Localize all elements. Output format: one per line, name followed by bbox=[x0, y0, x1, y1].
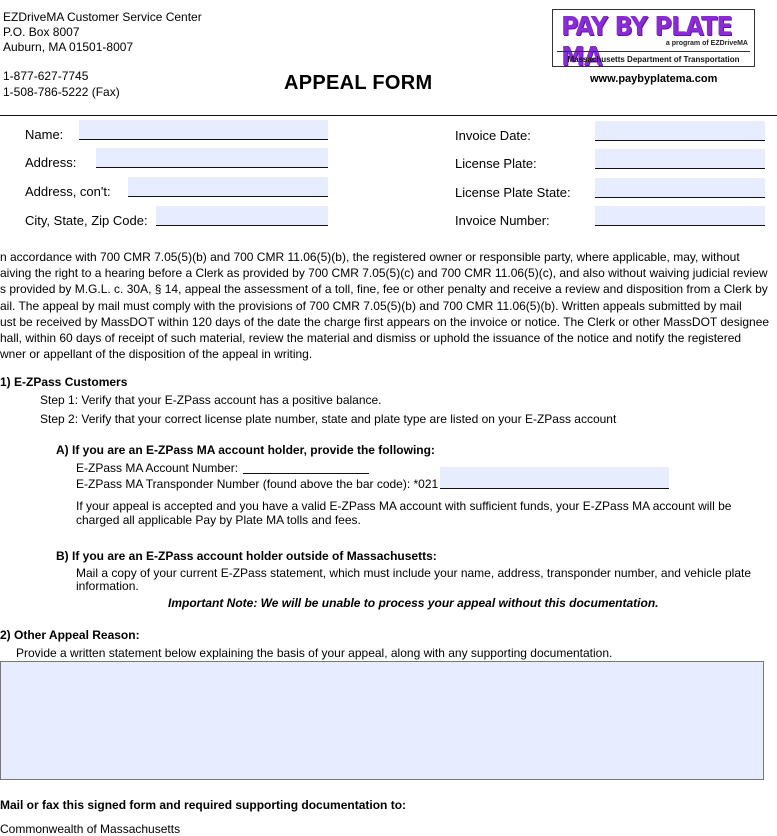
section-2-instruction: Provide a written statement below explaining the basis of your appeal, along with any supporting documentation. bbox=[16, 646, 613, 660]
section-1b-heading: B) If you are an E-ZPass account holder outside of Massachusetts: bbox=[56, 549, 437, 563]
paragraph-line: hall, within 60 days of receipt of such material, review the material and dismiss or uphold the issuance of the notice and notify the registered bbox=[0, 331, 742, 346]
paragraph-line: aiving the right to a hearing before a Clerk as provided by 700 CMR 7.05(5)(c) and 700 CMR 11.06(5)(c), and also without waiving judicial review bbox=[0, 266, 768, 281]
account-number-label: E-ZPass MA Account Number: bbox=[76, 461, 239, 475]
name-label: Name: bbox=[25, 127, 64, 142]
logo-department: Massachusetts Department of Transportation bbox=[567, 55, 740, 64]
address-line: Auburn, MA 01501-8007 bbox=[3, 40, 134, 54]
invoice-date-label: Invoice Date: bbox=[455, 128, 531, 143]
fax-number: 1-508-786-5222 (Fax) bbox=[3, 85, 120, 99]
logo-brand: PAY BY PLATE MA bbox=[561, 12, 732, 72]
phone-number: 1-877-627-7745 bbox=[3, 69, 89, 83]
license-plate-state-input[interactable] bbox=[595, 178, 765, 198]
invoice-number-label: Invoice Number: bbox=[455, 213, 550, 228]
transponder-label-text: E-ZPass MA Transponder Number (found above the bar code): *021 bbox=[76, 477, 439, 491]
name-input[interactable] bbox=[79, 120, 328, 140]
section-1a-note bbox=[76, 499, 731, 527]
paragraph-line: ust be received by MassDOT within 120 days of the date the charge first appears on the invoice or notice. The Clerk or other MassDOT designee bbox=[0, 314, 770, 329]
intro-paragraph bbox=[0, 249, 777, 362]
step-2-text: Step 2: Verify that your correct license plate number, state and plate type are listed on your E-ZPass account bbox=[40, 412, 617, 426]
address-line: P.O. Box 8007 bbox=[3, 25, 80, 39]
pay-by-plate-logo bbox=[552, 9, 755, 72]
logo-divider bbox=[557, 51, 750, 52]
section-1b-text bbox=[76, 567, 751, 593]
address-label: Address: bbox=[25, 155, 77, 170]
transponder-label bbox=[76, 477, 438, 491]
note-line: If your appeal is accepted and you have a valid E-ZPass MA account with sufficient funds, your E-ZPass MA account will be bbox=[76, 499, 732, 513]
contact-phones bbox=[3, 68, 120, 100]
paragraph-line: ail. The appeal by mail must comply with the provisions of 700 CMR 7.05(5)(b) and 700 CMR 11.06(5)(b). Written appeals submitted by mail bbox=[0, 298, 742, 313]
page-title: APPEAL FORM bbox=[284, 72, 433, 94]
address-cont-input[interactable] bbox=[128, 177, 328, 197]
paragraph-line: n accordance with 700 CMR 7.05(5)(b) and 700 CMR 11.06(5)(b), the registered owner or responsible party, where applicable, may, without bbox=[0, 250, 740, 264]
header-divider bbox=[0, 115, 777, 116]
appeal-statement-textarea[interactable] bbox=[0, 661, 764, 780]
invoice-number-input[interactable] bbox=[595, 206, 765, 226]
website-link[interactable]: www.paybyplatema.com bbox=[590, 73, 718, 85]
license-plate-state-label: License Plate State: bbox=[455, 185, 571, 200]
license-plate-label: License Plate: bbox=[455, 156, 537, 171]
logo-tagline: a program of EZDriveMA bbox=[665, 40, 748, 47]
license-plate-input[interactable] bbox=[595, 149, 765, 169]
mailing-address-partial: Commonwealth of Massachusetts bbox=[0, 822, 181, 836]
address-input[interactable] bbox=[96, 148, 328, 168]
mail-fax-heading: Mail or fax this signed form and required supporting documentation to: bbox=[0, 798, 407, 812]
text-line: Mail a copy of your current E-ZPass statement, which must include your name, address, transponder number, and vehicle plate bbox=[76, 566, 751, 580]
invoice-date-input[interactable] bbox=[595, 121, 765, 141]
address-line: EZDriveMA Customer Service Center bbox=[3, 10, 202, 24]
address-cont-label: Address, con't: bbox=[25, 184, 111, 199]
text-line: information. bbox=[76, 579, 139, 593]
step-1-text: Step 1: Verify that your E-ZPass account has a positive balance. bbox=[40, 393, 382, 407]
section-1a-heading: A) If you are an E-ZPass MA account holder, provide the following: bbox=[56, 443, 435, 457]
section-1-heading: 1) E-ZPass Customers bbox=[0, 375, 128, 389]
service-center-address bbox=[3, 10, 202, 55]
paragraph-line: s provided by M.G.L. c. 30A, § 14, appeal the assessment of a toll, fine, fee or other penalty and receive a review and disposition from a Clerk by bbox=[0, 282, 768, 297]
transponder-number-input[interactable] bbox=[440, 467, 669, 489]
city-state-zip-input[interactable] bbox=[156, 206, 328, 226]
paragraph-line: wner or appellant of the disposition of the appeal in writing. bbox=[0, 347, 313, 362]
account-number-input[interactable] bbox=[243, 461, 369, 474]
important-note: Important Note: We will be unable to process your appeal without this documentation. bbox=[168, 596, 659, 610]
note-line: charged all applicable Pay by Plate MA tolls and fees. bbox=[76, 513, 361, 527]
city-state-zip-label: City, State, Zip Code: bbox=[25, 213, 148, 228]
section-2-heading: 2) Other Appeal Reason: bbox=[0, 628, 140, 642]
